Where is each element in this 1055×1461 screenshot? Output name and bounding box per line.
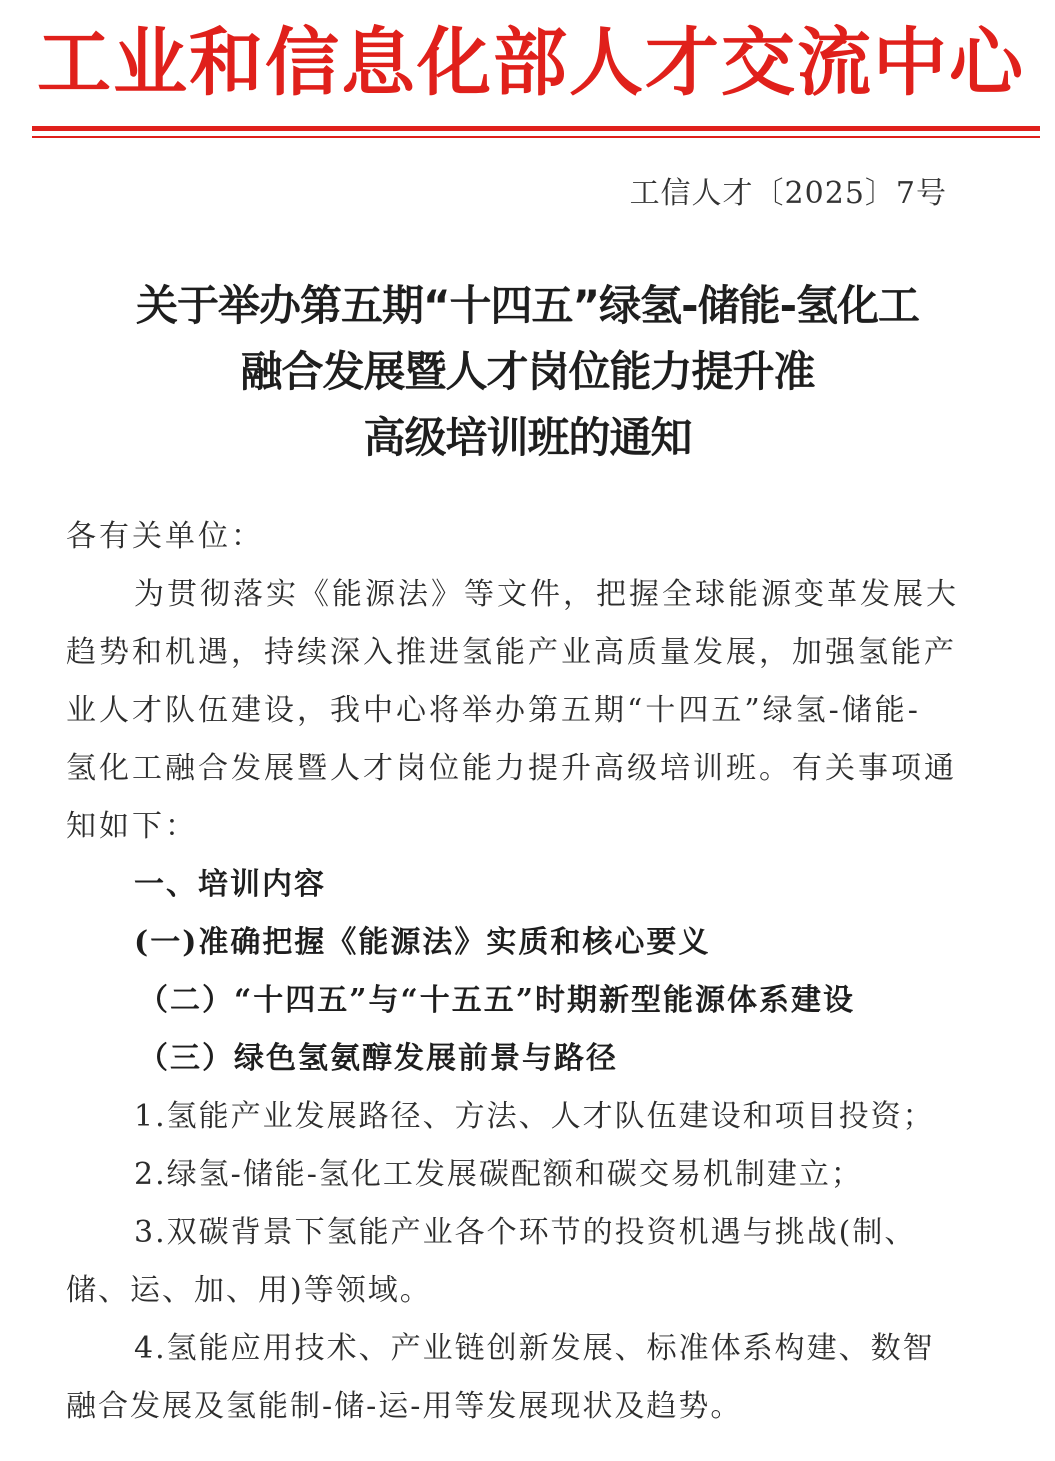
intro-line: 氢化工融合发展暨人才岗位能力提升高级培训班。有关事项通 <box>66 751 957 786</box>
content-item: 储、运、加、用)等领域。 <box>66 1273 432 1308</box>
content-item: 3.双碳背景下氢能产业各个环节的投资机遇与挑战(制、 <box>134 1215 917 1250</box>
intro-line: 业人才队伍建设，我中心将举办第五期“十四五”绿氢-储能- <box>66 693 921 728</box>
content-item: 融合发展及氢能制-储-运-用等发展现状及趋势。 <box>66 1389 743 1424</box>
salutation: 各有关单位： <box>66 519 264 554</box>
intro-line: 知如下： <box>66 809 198 844</box>
title-line-2: 融合发展暨人才岗位能力提升准 <box>240 347 815 396</box>
masthead-red-rule-thick <box>32 126 1040 131</box>
document-number: 工信人才〔2025〕7号 <box>629 176 947 211</box>
masthead-red-rule-thin <box>32 136 1040 138</box>
title-line-3: 高级培训班的通知 <box>363 413 692 462</box>
intro-line: 为贯彻落实《能源法》等文件，把握全球能源变革发展大 <box>134 577 959 612</box>
masthead-org-name: 工业和信息化部人才交流中心 <box>37 20 1025 106</box>
content-item: 4.氢能应用技术、产业链创新发展、标准体系构建、数智 <box>134 1331 935 1366</box>
subheading: （二）“十四五”与“十五五”时期新型能源体系建设 <box>138 983 856 1018</box>
intro-line: 趋势和机遇，持续深入推进氢能产业高质量发展，加强氢能产 <box>66 635 957 670</box>
subheading: （三）绿色氢氨醇发展前景与路径 <box>138 1041 618 1076</box>
subheading: (一)准确把握《能源法》实质和核心要义 <box>134 925 711 960</box>
content-item: 2.绿氢-储能-氢化工发展碳配额和碳交易机制建立； <box>134 1157 863 1192</box>
section-heading: 一、培训内容 <box>134 867 326 902</box>
title-line-1: 关于举办第五期“十四五”绿氢-储能-氢化工 <box>135 281 920 330</box>
content-item: 1.氢能产业发展路径、方法、人才队伍建设和项目投资； <box>134 1099 935 1134</box>
